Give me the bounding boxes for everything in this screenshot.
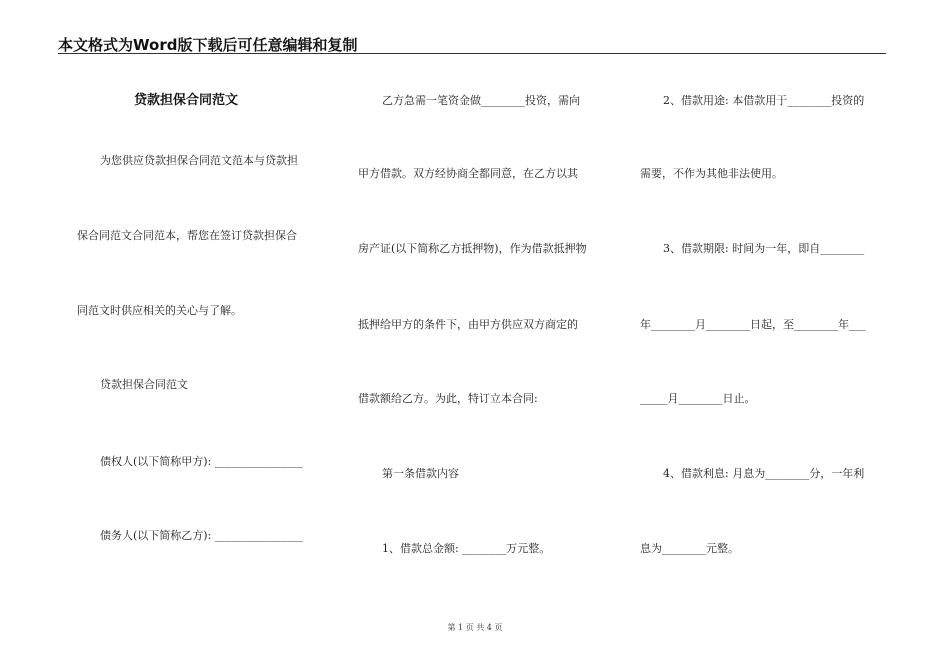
- paragraph-line: 4、借款利息: 月息为________分，一年利: [663, 467, 865, 480]
- header-divider: [58, 53, 886, 54]
- paragraph-line: 息为________元整。: [640, 542, 739, 555]
- paragraph-line: 1、借款总金额: ________万元整。: [382, 542, 551, 555]
- page-number: 第 1 页 共 4 页: [447, 623, 503, 632]
- paragraph-line: 需要，不作为其他非法使用。: [640, 167, 783, 180]
- paragraph-line: 3、借款期限: 时间为一年，即自________: [663, 242, 865, 255]
- document-title: 贷款担保合同范文: [134, 93, 239, 108]
- creditor-field: 债权人(以下简称甲方): ________________: [100, 455, 303, 468]
- paragraph-line: 2、借款用途: 本借款用于________投资的: [663, 94, 865, 107]
- paragraph-line: 为您供应贷款担保合同范文范本与贷款担: [100, 154, 298, 167]
- article-heading: 第一条借款内容: [382, 467, 459, 480]
- paragraph-line: 甲方借款。双方经协商全都同意，在乙方以其: [358, 167, 578, 180]
- paragraph-line: 乙方急需一笔资金做________投资，需向: [382, 94, 580, 107]
- paragraph-line: 借款额给乙方。为此，特订立本合同:: [358, 392, 538, 405]
- debtor-field: 债务人(以下简称乙方): ________________: [100, 529, 303, 542]
- paragraph-line: _____月________日止。: [640, 392, 756, 405]
- paragraph-line: 同范文时供应相关的关心与了解。: [77, 304, 242, 317]
- paragraph-line: 保合同范文合同范本，帮您在签订贷款担保合: [77, 229, 297, 242]
- paragraph-line: 年________月________日起，至________年___: [640, 318, 866, 331]
- paragraph-line: 房产证(以下简称乙方抵押物)，作为借款抵押物: [358, 242, 587, 255]
- paragraph-line: 抵押给甲方的条件下，由甲方供应双方商定的: [358, 318, 578, 331]
- section-heading: 贷款担保合同范文: [100, 378, 188, 391]
- document-header: 本文格式为Word版下载后可任意编辑和复制: [58, 36, 358, 54]
